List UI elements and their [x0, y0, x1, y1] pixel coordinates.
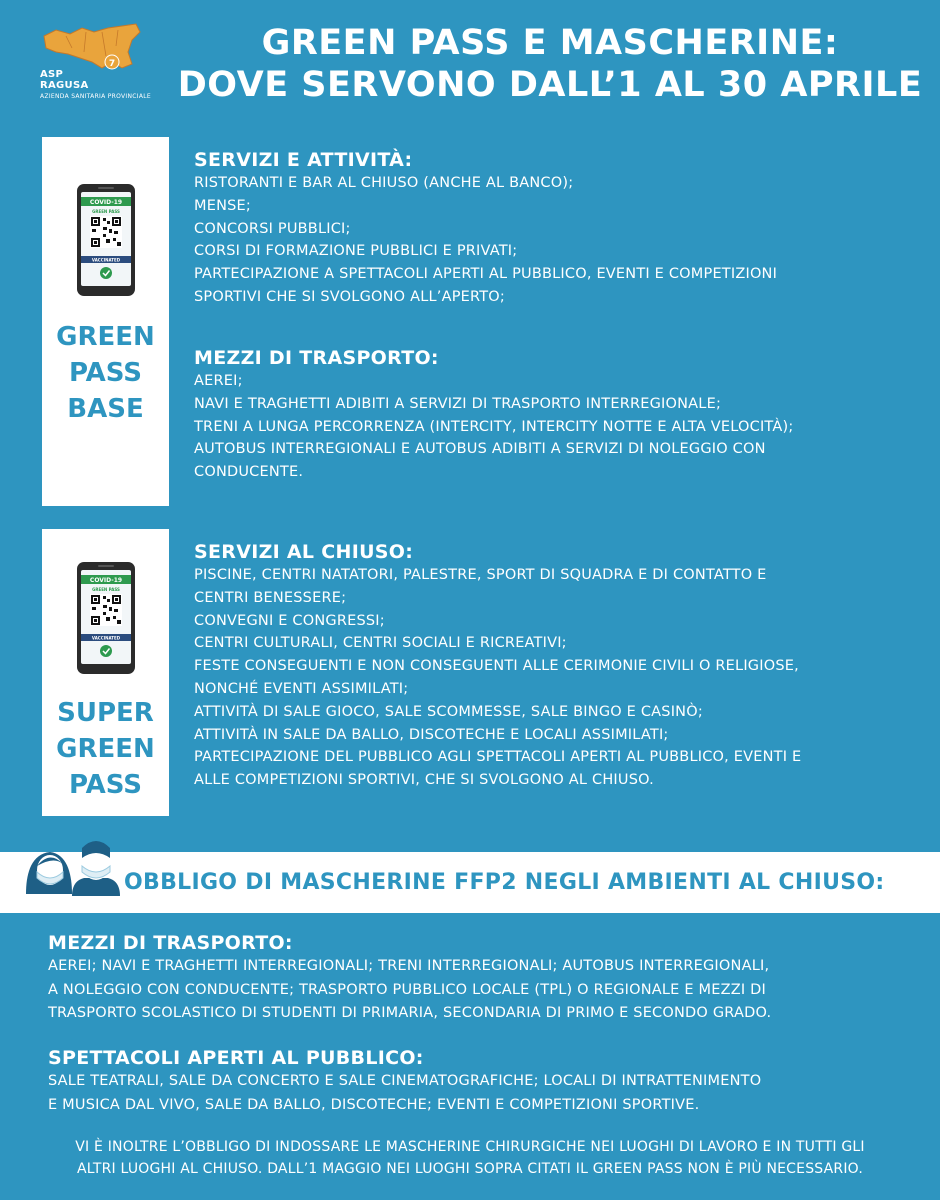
green-pass-base-card [42, 137, 169, 506]
list-item: E MUSICA DAL VIVO, SALE DA BALLO, DISCOTECHE; EVENTI E COMPETIZIONI SPORTIVE. [48, 1096, 700, 1113]
list-item: CENTRI CULTURALI, CENTRI SOCIALI E RICREATIVI; [194, 635, 567, 652]
logo-badge: 7 [108, 59, 116, 69]
list-item: NONCHÉ EVENTI ASSIMILATI; [194, 680, 409, 697]
ffp2-transport-section [48, 931, 928, 1026]
qr-code-icon [90, 216, 122, 248]
list-item: A NOLEGGIO CON CONDUCENTE; TRASPORTO PUBBLICO LOCALE (TPL) O REGIONALE E MEZZI DI [48, 981, 766, 998]
list-item: TRASPORTO SCOLASTICO DI STUDENTI DI PRIMARIA, SECONDARIA DI PRIMO E SECONDO GRADO. [48, 1005, 772, 1021]
list-item: MENSE; [194, 197, 251, 214]
card-label-line: GREEN [56, 322, 155, 352]
super-green-pass-card [42, 529, 169, 816]
list-item: CONDUCENTE. [194, 464, 304, 481]
ffp2-banner-text: OBBLIGO DI MASCHERINE FFP2 NEGLI AMBIENTI AL CHIUSO: [124, 870, 885, 895]
section-title: SPETTACOLI APERTI AL PUBBLICO: [48, 1047, 424, 1069]
services-activities-section [194, 148, 924, 309]
ffp2-shows-section [48, 1046, 928, 1117]
list-item: PISCINE, CENTRI NATATORI, PALESTRE, SPORT DI SQUADRA E DI CONTATTO E [194, 567, 767, 583]
list-item: CONCORSI PUBBLICI; [194, 220, 351, 237]
header [0, 0, 940, 125]
list-item: RISTORANTI E BAR AL CHIUSO (ANCHE AL BANCO); [194, 175, 574, 191]
indoor-services-section [194, 540, 924, 792]
card-label-line: PASS [68, 358, 143, 388]
list-item: ATTIVITÀ DI SALE GIOCO, SALE SCOMMESSE, SALE BINGO E CASINÒ; [194, 703, 703, 720]
sicily-map-icon [36, 22, 146, 72]
card-label-line: PASS [68, 770, 143, 800]
card-label-line: SUPER [57, 698, 154, 728]
phone-green-pass-icon [76, 561, 136, 675]
list-item: ALLE COMPETIZIONI SPORTIVI, CHE SI SVOLGONO AL CHIUSO. [194, 772, 654, 789]
list-item: SALE TEATRALI, SALE DA CONCERTO E SALE CINEMATOGRAFICHE; LOCALI DI INTRATTENIMENTO [48, 1073, 762, 1089]
list-item: PARTECIPAZIONE A SPETTACOLI APERTI AL PUBBLICO, EVENTI E COMPETIZIONI [194, 266, 778, 283]
list-item: TRENI A LUNGA PERCORRENZA (INTERCITY, INTERCITY NOTTE E ALTA VELOCITÀ); [194, 418, 794, 435]
ffp2-banner [0, 852, 940, 913]
logo-line-ragusa: RAGUSA [40, 80, 89, 91]
list-item: AEREI; NAVI E TRAGHETTI INTERREGIONALI; TRENI INTERREGIONALI; AUTOBUS INTERREGIONALI, [48, 958, 770, 974]
list-item: NAVI E TRAGHETTI ADIBITI A SERVIZI DI TRASPORTO INTERREGIONALE; [194, 395, 722, 412]
list-item: CORSI DI FORMAZIONE PUBBLICI E PRIVATI; [194, 243, 518, 260]
logo-line-azienda: AZIENDA SANITARIA PROVINCIALE [40, 93, 151, 100]
phone-covid-label: COVID-19 [89, 199, 122, 206]
card-label-line: BASE [67, 394, 144, 424]
section-title: MEZZI DI TRASPORTO: [194, 347, 439, 369]
list-item: AEREI; [194, 373, 243, 389]
section-title: SERVIZI E ATTIVITÀ: [194, 149, 413, 171]
list-item: PARTECIPAZIONE DEL PUBBLICO AGLI SPETTACOLI APERTI AL PUBBLICO, EVENTI E [194, 749, 802, 766]
list-item: AUTOBUS INTERREGIONALI E AUTOBUS ADIBITI A SERVIZI DI NOLEGGIO CON [194, 441, 766, 458]
list-item: CENTRI BENESSERE; [194, 589, 347, 606]
list-item: FESTE CONSEGUENTI E NON CONSEGUENTI ALLE CERIMONIE CIVILI O RELIGIOSE, [194, 658, 799, 675]
phone-vaccinated-label: VACCINATED [91, 257, 120, 263]
footer-line-1: VI È INOLTRE L’OBBLIGO DI INDOSSARE LE MASCHERINE CHIRURGICHE NEI LUOGHI DI LAVORO E IN TUTTI GLI [75, 1139, 865, 1155]
card-label-line: GREEN [56, 734, 155, 764]
list-item: CONVEGNI E CONGRESSI; [194, 612, 385, 629]
section-title: MEZZI DI TRASPORTO: [48, 932, 293, 954]
super-green-pass-label [42, 695, 169, 803]
asp-ragusa-logo [30, 22, 150, 108]
footer-note [0, 1136, 940, 1180]
phone-greenpass-label: GREEN PASS [91, 587, 120, 592]
qr-code-icon [90, 594, 122, 626]
green-pass-base-label [42, 319, 169, 427]
logo-line-asp: ASP [40, 69, 64, 80]
page-title [170, 22, 930, 106]
page-title-line-2: DOVE SERVONO DALL’1 AL 30 APRILE [177, 65, 923, 105]
list-item: SPORTIVI CHE SI SVOLGONO ALL’APERTO; [194, 288, 505, 305]
transport-section [194, 346, 924, 484]
section-title: SERVIZI AL CHIUSO: [194, 541, 414, 563]
phone-covid-label: COVID-19 [89, 577, 122, 584]
check-icon [100, 267, 112, 279]
list-item: ATTIVITÀ IN SALE DA BALLO, DISCOTECHE E LOCALI ASSIMILATI; [194, 726, 669, 743]
footer-line-2: ALTRI LUOGHI AL CHIUSO. DALL’1 MAGGIO NEI LUOGHI SOPRA CITATI IL GREEN PASS NON È PIÙ NECESSARIO. [77, 1161, 863, 1177]
phone-green-pass-icon [76, 183, 136, 297]
page-title-line-1: GREEN PASS E MASCHERINE: [261, 23, 839, 63]
phone-vaccinated-label: VACCINATED [91, 635, 120, 641]
people-with-masks-icon [20, 836, 120, 898]
phone-greenpass-label: GREEN PASS [91, 209, 120, 214]
check-icon [100, 645, 112, 657]
